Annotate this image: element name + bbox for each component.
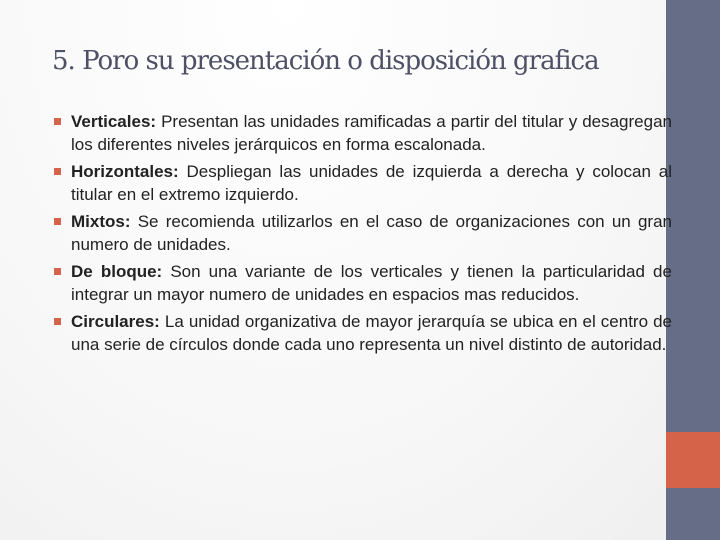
bullet-term: Horizontales: [71,162,179,181]
slide-title: 5. Poro su presentación o disposición grafica [52,46,599,76]
bullet-term: Mixtos: [71,212,131,231]
bullet-item-de-bloque [52,260,672,306]
bullet-term: Circulares: [71,312,160,331]
bullet-text: Presentan las unidades ramificadas a partir del titular y desagregan los diferentes niveles jerárquicos en forma escalonada. [71,112,672,154]
bullet-item-horizontales [52,160,672,206]
bullet-list [52,110,672,360]
bullet-item-circulares [52,310,672,356]
bullet-term: De bloque: [71,262,163,281]
bullet-item-verticales [52,110,672,156]
square-bullet-icon [54,218,61,225]
bullet-text: Despliegan las unidades de izquierda a derecha y colocan al titular en el extremo izquierdo. [71,162,672,204]
bullet-text: La unidad organizativa de mayor jerarquía se ubica en el centro de una serie de círculos donde cada uno representa un nivel distinto de autoridad. [71,312,672,354]
bullet-text: Son una variante de los verticales y tienen la particularidad de integrar un mayor numero de unidades en espacios mas reducidos. [71,262,672,304]
square-bullet-icon [54,118,61,125]
square-bullet-icon [54,268,61,275]
bullet-item-mixtos [52,210,672,256]
square-bullet-icon [54,318,61,325]
bullet-term: Verticales: [71,112,157,131]
bullet-text: Se recomienda utilizarlos en el caso de organizaciones con un gran numero de unidades. [71,212,672,254]
square-bullet-icon [54,168,61,175]
accent-block [666,432,720,488]
